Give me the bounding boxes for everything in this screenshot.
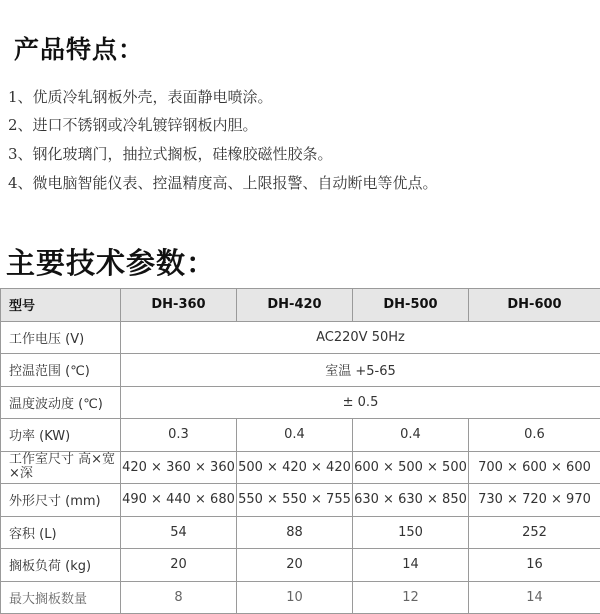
power-dh-500: 0.4 — [353, 419, 469, 452]
table-row — [1, 386, 600, 419]
volume-dh-360: 54 — [121, 516, 237, 549]
shelf-load-dh-500: 14 — [353, 549, 469, 582]
fluctuation-value: ± 0.5 — [121, 386, 600, 419]
feature-item-2: 2、进口不锈钢或冷轧镀锌钢板内胆。 — [8, 114, 258, 135]
chamber-dh-600: 700 × 600 × 600 — [469, 451, 600, 484]
power-dh-420: 0.4 — [237, 419, 353, 452]
outer-dh-500: 630 × 630 × 850 — [353, 484, 469, 517]
shelf-load-dh-420: 20 — [237, 549, 353, 582]
table-row — [1, 516, 600, 549]
table-row — [1, 581, 600, 614]
chamber-dh-360: 420 × 360 × 360 — [121, 451, 237, 484]
volume-dh-600: 252 — [469, 516, 600, 549]
header-dh-360: DH-360 — [121, 289, 237, 322]
chamber-dh-420: 500 × 420 × 420 — [237, 451, 353, 484]
outer-dh-420: 550 × 550 × 755 — [237, 484, 353, 517]
row-label-voltage: 工作电压 (V) — [1, 321, 121, 354]
table-row — [1, 451, 600, 484]
header-dh-500: DH-500 — [353, 289, 469, 322]
outer-dh-360: 490 × 440 × 680 — [121, 484, 237, 517]
table-row — [1, 354, 600, 387]
shelf-count-dh-600: 14 — [469, 581, 600, 614]
header-dh-600: DH-600 — [469, 289, 600, 322]
volume-dh-420: 88 — [237, 516, 353, 549]
shelf-load-dh-360: 20 — [121, 549, 237, 582]
voltage-value: AC220V 50Hz — [121, 321, 600, 354]
power-dh-600: 0.6 — [469, 419, 600, 452]
row-label-outer: 外形尺寸 (mm) — [1, 484, 121, 517]
row-label-temp-range: 控温范围 (℃) — [1, 354, 121, 387]
table-row — [1, 549, 600, 582]
shelf-load-dh-600: 16 — [469, 549, 600, 582]
table-row — [1, 484, 600, 517]
specs-heading: 主要技术参数： — [6, 241, 216, 282]
table-row — [1, 419, 600, 452]
feature-item-1: 1、优质冷轧钢板外壳，表面静电喷涂。 — [8, 86, 273, 107]
power-dh-360: 0.3 — [121, 419, 237, 452]
row-label-shelf-count: 最大搁板数量 — [1, 581, 121, 614]
shelf-count-dh-360: 8 — [121, 581, 237, 614]
row-label-power: 功率 (KW) — [1, 419, 121, 452]
row-label-volume: 容积 (L) — [1, 516, 121, 549]
volume-dh-500: 150 — [353, 516, 469, 549]
row-label-shelf-load: 搁板负荷 (kg) — [1, 549, 121, 582]
table-header-row — [1, 289, 600, 322]
table-row — [1, 321, 600, 354]
header-model: 型号 — [1, 289, 121, 322]
temp-range-value: 室温 +5-65 — [121, 354, 600, 387]
specs-table — [0, 288, 600, 614]
row-label-fluctuation: 温度波动度 (℃) — [1, 386, 121, 419]
feature-item-4: 4、微电脑智能仪表、控温精度高、上限报警、自动断电等优点。 — [8, 172, 438, 193]
feature-item-3: 3、钢化玻璃门，抽拉式搁板，硅橡胶磁性胶条。 — [8, 143, 333, 164]
header-dh-420: DH-420 — [237, 289, 353, 322]
shelf-count-dh-420: 10 — [237, 581, 353, 614]
outer-dh-600: 730 × 720 × 970 — [469, 484, 600, 517]
row-label-chamber: 工作室尺寸 高×宽×深 — [1, 451, 121, 484]
chamber-dh-500: 600 × 500 × 500 — [353, 451, 469, 484]
shelf-count-dh-500: 12 — [353, 581, 469, 614]
features-heading: 产品特点： — [14, 30, 144, 66]
